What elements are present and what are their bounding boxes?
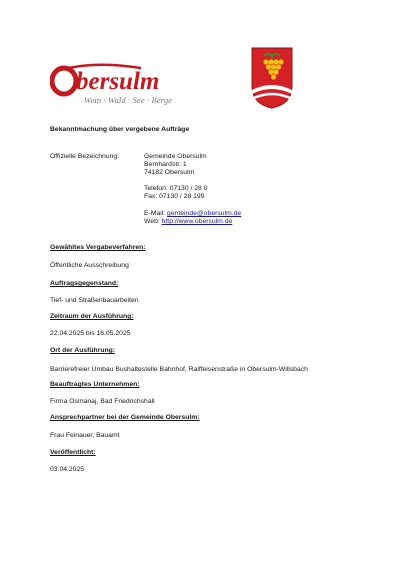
section-heading: Veröffentlicht: [50, 449, 96, 456]
section-heading: Ansprechpartner bei der Gemeinde Obersulm: [50, 414, 200, 421]
section-value: Firma Osmanaj, Bad Friedrichshall [50, 398, 155, 405]
section-value: 22.04.2025 bis 16.05.2025 [50, 330, 131, 337]
org-phone: Telefon: 07130 / 28 0 [144, 185, 208, 192]
web-link[interactable]: http://www.obersulm.de [161, 218, 233, 225]
section-heading: Ort der Ausführung: [50, 347, 116, 354]
org-web-line [144, 218, 232, 226]
logo-word-text: bersulm [76, 68, 160, 95]
web-label: Web: [144, 218, 162, 225]
org-city: 74182 Obersulm [144, 169, 195, 176]
logo-wordmark [50, 62, 190, 98]
email-link[interactable]: gemeinde@obersulm.de [167, 210, 242, 217]
obersulm-logo [50, 62, 190, 110]
org-email-line [144, 210, 241, 218]
org-street: Bernhardstr. 1 [144, 161, 187, 168]
org-name: Gemeinde Obersulm [144, 153, 207, 160]
section-heading: Gewähltes Vergabeverfahren: [50, 244, 146, 251]
section-value: Frau Feinauer, Bauamt [50, 432, 120, 439]
section-value: Tief- und Straßenbauarbeiten [50, 297, 139, 304]
document-title: Bekanntmachung über vergebene Aufträge [50, 126, 190, 133]
section-value: Öffentliche Ausschreibung [50, 262, 129, 269]
logo-tagline: Wein · Wald · See · Berge [84, 95, 173, 105]
official-label: Offizielle Bezeichnung: [50, 153, 120, 160]
section-heading: Zeitraum der Ausführung: [50, 313, 134, 320]
section-heading: Beauftragtes Unternehmen: [50, 381, 140, 388]
org-fax: Fax: 07130 / 28 199 [144, 193, 205, 200]
section-value: 03.04.2025 [50, 466, 85, 473]
email-label: E-Mail: [144, 210, 168, 217]
coat-of-arms-icon [250, 46, 294, 110]
section-heading: Auftragsgegenstand: [50, 280, 119, 287]
section-value: Barrierefreier Umbau Bushaltestelle Bahnhof, Raiffeisenstraße in Obersulm-Willsbach [50, 366, 308, 373]
